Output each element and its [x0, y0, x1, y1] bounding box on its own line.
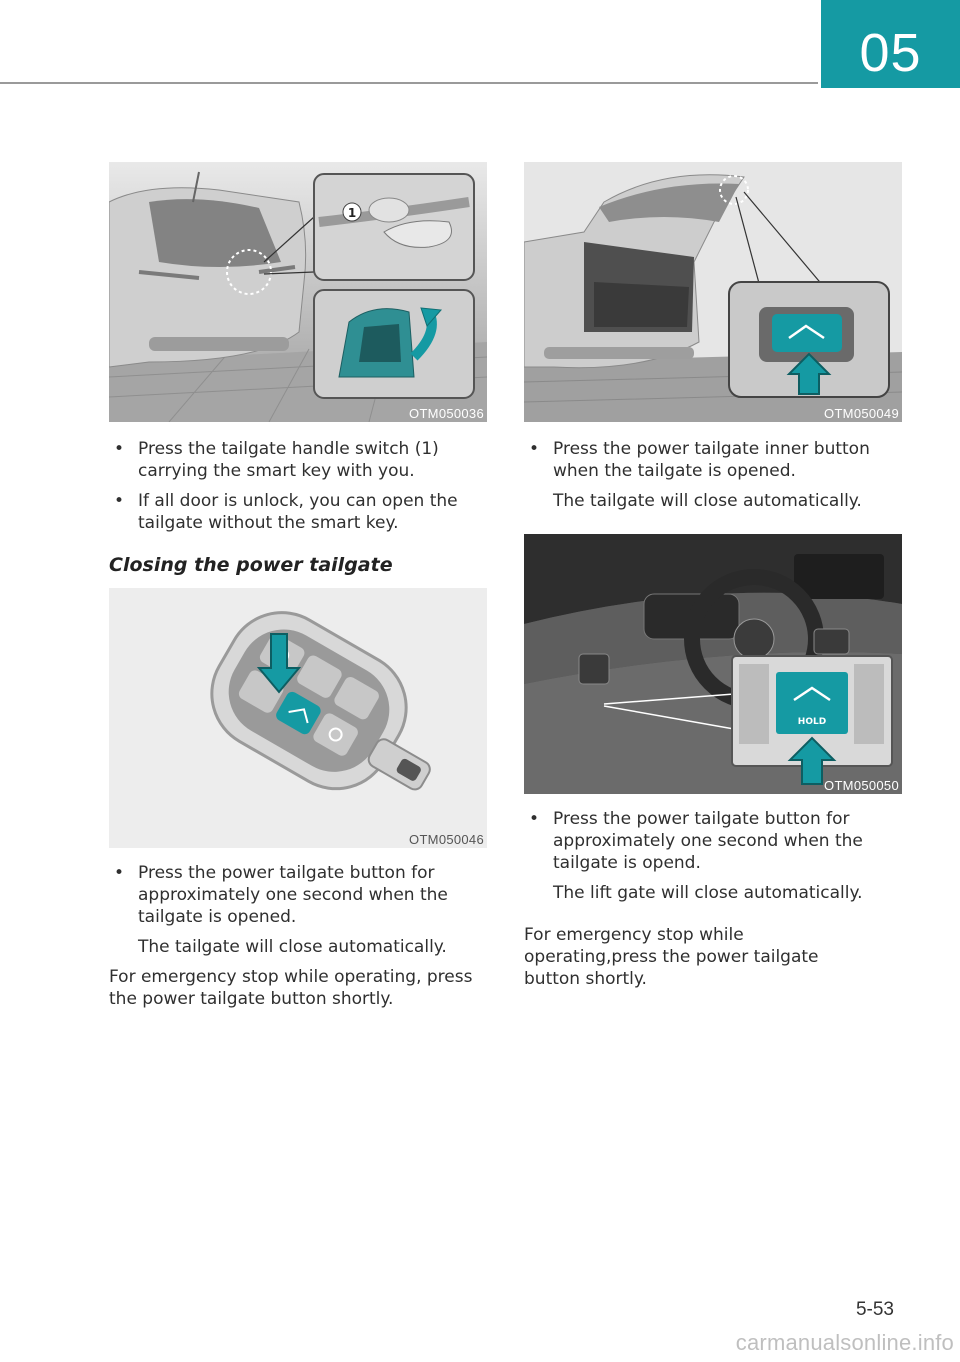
- chapter-tab: [821, 0, 960, 88]
- chapter-number: 05: [859, 23, 922, 83]
- note: The tailgate will close automatically.: [553, 491, 862, 511]
- paragraph: For emergency stop while operating, press the power tailgate button shortly.: [109, 967, 473, 1009]
- list-item: • Press the tailgate handle switch (1) carrying the smart key with you.: [114, 439, 439, 481]
- figure4-code: OTM050050: [824, 778, 899, 793]
- note: The tailgate will close automatically.: [138, 937, 447, 957]
- tailgate-handle-illustration: [109, 162, 487, 422]
- figure2-code: OTM050046: [409, 832, 484, 847]
- header-rule: [0, 82, 818, 84]
- bullet-list-3: [524, 438, 902, 482]
- right-column: [524, 162, 902, 990]
- section-title: Closing the power tailgate: [109, 554, 393, 576]
- bullet-list-1: [109, 438, 487, 534]
- inner-button-illustration: [524, 162, 902, 422]
- bullet-dot: •: [114, 863, 125, 883]
- smart-key-illustration: [109, 588, 487, 848]
- figure1-callout: 1: [347, 206, 357, 220]
- page-number: 5-53: [855, 1299, 894, 1320]
- list-item: • If all door is unlock, you can open the tailgate without the smart key.: [114, 491, 458, 533]
- list-item: • Press the power tailgate button for approximately one second when the tailgate is opened.: [114, 863, 448, 927]
- figure-inner-button: [524, 162, 902, 422]
- list-item: • Press the power tailgate button for approximately one second when the tailgate is opend.: [529, 809, 863, 873]
- watermark: carmanualsonline.info: [735, 1330, 954, 1355]
- figure-tailgate-handle: [109, 162, 487, 422]
- dashboard-illustration: [524, 534, 902, 794]
- left-column: [109, 162, 487, 1010]
- bullet-dot: •: [114, 491, 125, 511]
- figure-smart-key: [109, 588, 487, 848]
- bullet-dot: •: [529, 439, 540, 459]
- figure3-code: OTM050049: [824, 406, 899, 421]
- figure1-code: OTM050036: [409, 406, 484, 421]
- hold-label: HOLD: [797, 717, 827, 727]
- bullet-list-4: [524, 808, 902, 874]
- bullet-dot: •: [529, 809, 540, 829]
- note: The lift gate will close automatically.: [553, 883, 863, 903]
- figure-dashboard-button: [524, 534, 902, 794]
- paragraph: For emergency stop while operating,press the power tailgate button shortly.: [524, 925, 819, 989]
- bullet-list-2: [109, 862, 487, 928]
- bullet-dot: •: [114, 439, 125, 459]
- list-item: • Press the power tailgate inner button when the tailgate is opened.: [529, 439, 870, 481]
